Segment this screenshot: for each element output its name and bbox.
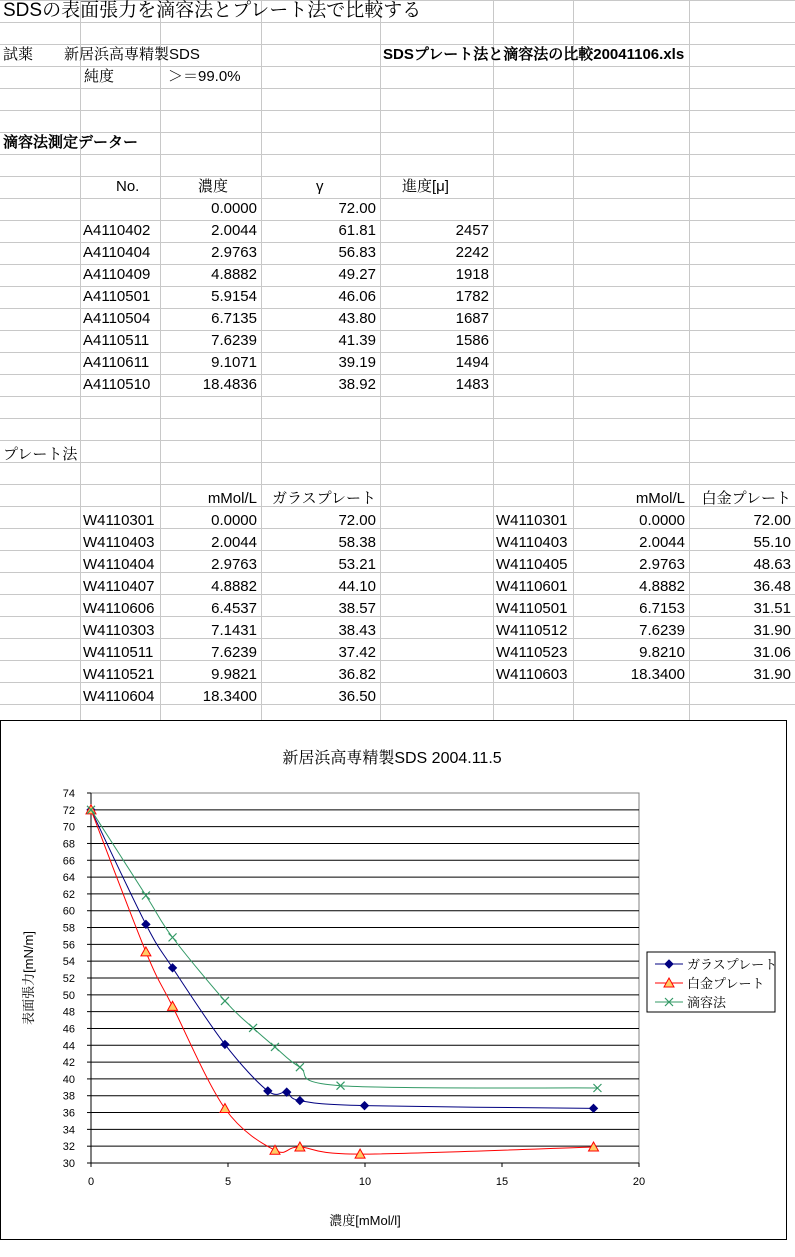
glass-cell-gamma: 38.57 (338, 600, 376, 617)
drop-cell-progress: 1918 (455, 266, 489, 283)
pt-cell-gamma: 31.51 (753, 600, 791, 617)
pt-cell-conc: 2.0044 (639, 534, 685, 551)
drop-cell-conc: 5.9154 (211, 288, 257, 305)
drop-cell-gamma: 39.19 (338, 354, 376, 371)
y-tick-label: 58 (62, 922, 75, 935)
y-tick-label: 60 (62, 905, 75, 918)
pt-cell-gamma: 48.63 (753, 556, 791, 573)
drop-header-no: No. (116, 178, 140, 195)
drop-cell-conc: 2.0044 (211, 222, 257, 239)
drop-cell-gamma: 43.80 (338, 310, 376, 327)
glass-cell-conc: 2.9763 (211, 556, 257, 573)
legend-label: 滴容法 (687, 995, 727, 1010)
reagent-label: 試薬 (3, 46, 34, 63)
glass-cell-gamma: 72.00 (338, 512, 376, 529)
drop-cell-gamma: 41.39 (338, 332, 376, 349)
pt-cell-conc: 18.3400 (630, 666, 685, 683)
drop-cell-conc: 7.6239 (211, 332, 257, 349)
glass-cell-gamma: 44.10 (338, 578, 376, 595)
y-tick-label: 52 (62, 973, 75, 985)
drop-cell-gamma: 49.27 (338, 266, 376, 283)
glass-cell-id: W4110403 (83, 534, 155, 551)
x-tick-label: 5 (224, 1176, 232, 1188)
glass-cell-conc: 0.0000 (211, 512, 257, 529)
y-tick-label: 46 (62, 1023, 75, 1036)
glass-cell-id: W4110606 (83, 600, 155, 617)
drop-cell-gamma: 61.81 (338, 222, 376, 239)
drop-cell-progress (380, 198, 493, 220)
y-tick-label: 34 (62, 1124, 75, 1137)
surface-tension-chart[interactable] (0, 720, 795, 1257)
file-name-cell: SDSプレート法と滴容法の比較20041106.xls (383, 46, 685, 63)
y-tick-label: 50 (62, 989, 75, 1002)
pt-header-conc: mMol/L (635, 490, 685, 507)
purity-value: ＞＝99.0% (168, 68, 241, 85)
y-tick-label: 70 (62, 821, 75, 834)
drop-section-title: 滴容法測定データー (3, 134, 139, 151)
drop-cell-progress: 1782 (455, 288, 489, 305)
drop-cell-gamma: 56.83 (338, 244, 376, 261)
pt-cell-gamma: 31.90 (753, 622, 791, 639)
y-tick-label: 66 (62, 855, 75, 868)
drop-cell-id: A4110402 (83, 222, 151, 239)
glass-cell-conc: 6.4537 (211, 600, 257, 617)
glass-cell-id: W4110301 (83, 512, 155, 529)
glass-cell-gamma: 37.42 (338, 644, 376, 661)
drop-cell-id: A4110510 (83, 376, 151, 393)
y-tick-label: 54 (62, 956, 75, 969)
drop-cell-progress: 1687 (455, 310, 489, 327)
drop-cell-conc: 9.1071 (211, 354, 257, 371)
drop-cell-progress: 1494 (455, 354, 489, 371)
pt-cell-id: W4110501 (496, 600, 568, 617)
x-tick-label: 0 (87, 1176, 95, 1188)
drop-cell-progress: 2242 (455, 244, 489, 261)
glass-cell-id: W4110521 (83, 666, 155, 683)
drop-header-progress: 進度[μ] (402, 178, 449, 195)
drop-cell-progress: 1586 (455, 332, 489, 349)
drop-cell-id: A4110511 (83, 332, 150, 349)
reagent-name: 新居浜高専精製SDS (64, 46, 200, 63)
pt-cell-gamma: 72.00 (753, 512, 791, 529)
drop-cell-gamma: 46.06 (338, 288, 376, 305)
y-tick-label: 40 (62, 1073, 75, 1086)
glass-header-conc: mMol/L (207, 490, 257, 507)
x-axis-title: 濃度[mMol/l] (329, 1213, 401, 1228)
plate-section-title: プレート法 (3, 446, 78, 463)
drop-cell-id: A4110504 (83, 310, 151, 327)
pt-cell-gamma: 55.10 (753, 534, 791, 551)
drop-cell-id: A4110501 (83, 288, 151, 305)
glass-cell-conc: 4.8882 (211, 578, 257, 595)
drop-header-conc: 濃度 (198, 178, 229, 195)
drop-header-gamma: γ (316, 178, 324, 195)
glass-cell-gamma: 53.21 (338, 556, 376, 573)
glass-cell-conc: 18.3400 (202, 688, 257, 705)
y-tick-label: 62 (62, 888, 75, 901)
glass-cell-gamma: 36.82 (338, 666, 376, 683)
glass-cell-conc: 7.6239 (211, 644, 257, 661)
y-tick-label: 36 (62, 1107, 75, 1120)
pt-cell-id: W4110601 (496, 578, 568, 595)
glass-cell-conc: 7.1431 (211, 622, 257, 639)
chart-title: 新居浜高専精製SDS 2004.11.5 (282, 750, 502, 767)
pt-cell-id: W4110403 (496, 534, 568, 551)
glass-cell-conc: 2.0044 (211, 534, 257, 551)
drop-cell-conc: 18.4836 (202, 376, 257, 393)
pt-cell-conc: 7.6239 (639, 622, 685, 639)
glass-header-gamma: ガラスプレート (272, 490, 376, 507)
y-tick-label: 42 (62, 1057, 75, 1070)
pt-cell-id: W4110603 (496, 666, 568, 683)
glass-cell-id: W4110511 (83, 644, 154, 661)
pt-cell-id: W4110301 (496, 512, 568, 529)
glass-cell-gamma: 58.38 (338, 534, 376, 551)
glass-cell-gamma: 38.43 (338, 622, 376, 639)
y-tick-label: 56 (62, 939, 75, 952)
y-tick-label: 32 (62, 1141, 75, 1154)
x-tick-label: 15 (495, 1176, 509, 1188)
legend-label: ガラスプレート (687, 957, 778, 972)
x-tick-label: 20 (632, 1176, 646, 1188)
drop-cell-progress: 2457 (455, 222, 489, 239)
pt-cell-gamma: 31.90 (753, 666, 791, 683)
pt-cell-id: W4110405 (496, 556, 568, 573)
purity-label: 純度 (84, 68, 115, 85)
glass-cell-id: W4110303 (83, 622, 155, 639)
pt-cell-gamma: 31.06 (753, 644, 791, 661)
y-tick-label: 72 (62, 804, 75, 817)
drop-cell-conc: 2.9763 (211, 244, 257, 261)
glass-cell-id: W4110404 (83, 556, 155, 573)
y-tick-label: 44 (62, 1040, 75, 1053)
pt-cell-id: W4110512 (496, 622, 568, 639)
pt-cell-conc: 6.7153 (639, 600, 685, 617)
y-tick-label: 38 (62, 1090, 75, 1103)
drop-cell-gamma: 38.92 (338, 376, 376, 393)
drop-cell-id: A4110404 (83, 244, 151, 261)
pt-cell-conc: 0.0000 (639, 512, 685, 529)
x-tick-label: 10 (358, 1176, 372, 1188)
drop-cell-conc: 4.8882 (211, 266, 257, 283)
glass-cell-gamma: 36.50 (338, 688, 376, 705)
legend-label: 白金プレート (687, 976, 765, 991)
glass-cell-id: W4110407 (83, 578, 155, 595)
y-tick-label: 30 (62, 1158, 75, 1170)
drop-cell-id: A4110611 (83, 354, 150, 371)
pt-cell-id: W4110523 (496, 644, 568, 661)
drop-cell-conc: 6.7135 (211, 310, 257, 327)
pt-cell-conc: 4.8882 (639, 578, 685, 595)
pt-cell-conc: 2.9763 (639, 556, 685, 573)
glass-cell-id: W4110604 (83, 688, 155, 705)
pt-header-gamma: 白金プレート (701, 490, 791, 507)
pt-cell-conc: 9.8210 (639, 644, 685, 661)
drop-cell-progress: 1483 (455, 376, 489, 393)
glass-cell-conc: 9.9821 (211, 666, 257, 683)
pt-cell-gamma: 36.48 (753, 578, 791, 595)
drop-cell-gamma: 72.00 (338, 200, 376, 217)
y-axis-title: 表面張力[mN/m] (21, 931, 36, 1025)
sheet-title: SDSの表面張力を滴容法とプレート法で比較する (3, 0, 422, 21)
y-tick-label: 74 (62, 788, 75, 800)
drop-cell-conc: 0.0000 (211, 200, 257, 217)
y-tick-label: 48 (62, 1006, 75, 1019)
y-tick-label: 68 (62, 838, 75, 851)
y-tick-label: 64 (62, 872, 75, 885)
drop-cell-id: A4110409 (83, 266, 151, 283)
